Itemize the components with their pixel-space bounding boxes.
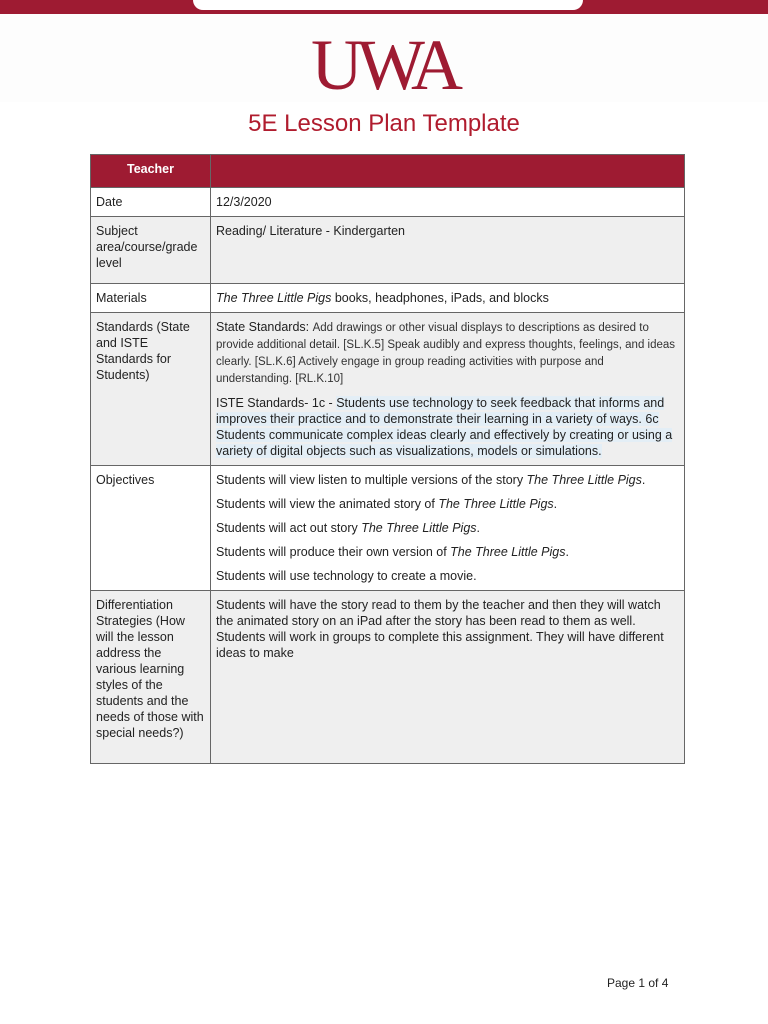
objective-punct: . [565,545,569,559]
standards-row [91,313,685,466]
teacher-value [211,155,685,188]
objective-punct: . [553,497,558,511]
top-banner [0,0,768,14]
iste-standards [216,395,679,459]
objectives-value [211,466,685,591]
subject-row [91,217,685,284]
top-banner-notch [193,0,583,10]
objective-book-title: The Three Little Pigs [450,545,566,559]
standards-label: Standards (State and ISTE Standards for Students) [91,313,211,466]
objective-item [216,496,679,512]
date-row [91,188,685,217]
state-standards-prefix: State Standards: [216,320,310,334]
objective-item [216,472,679,488]
teacher-label: Teacher [91,155,211,188]
objective-text: Students will view listen to multiple versions of the story [216,473,527,487]
objective-item [216,544,679,560]
subject-label: Subject area/course/grade level [91,217,211,284]
date-value: 12/3/2020 [211,188,685,217]
iste-standards-text: Students use technology to seek feedback that informs and improves their practice and to demonstrate their learning in a variety of ways. 6c Students communicate complex ideas clearly and effectively by creating or using a variety of digital objects such as visualizations, models or simulations. [216,396,673,458]
objective-item [216,520,679,536]
state-standards-text: Add drawings or other visual displays to descriptions as desired to provide additional detail. [SL.K.5] Speak audibly and express thoughts, feelings, and ideas clearly. [SL.K.6] Actively engage in group reading activities with purpose and understanding. [RL.K.10] [216,322,676,385]
standards-value [211,313,685,466]
objectives-row [91,466,685,591]
date-label: Date [91,188,211,217]
differentiation-row [91,591,685,764]
materials-book-title: The Three Little Pigs [216,291,332,305]
objective-text: Students will use technology to create a movie. [216,569,477,583]
objective-book-title: The Three Little Pigs [438,497,554,511]
objectives-label: Objectives [91,466,211,591]
materials-rest: books, headphones, iPads, and blocks [331,291,549,305]
objective-book-title: The Three Little Pigs [361,521,477,535]
materials-label: Materials [91,284,211,313]
materials-row [91,284,685,313]
page-number: Page 1 of 4 [607,976,669,990]
teacher-row [91,155,685,188]
differentiation-label: Differentiation Strategies (How will the lesson address the various learning styles of the students and the needs of those with special needs?) [91,591,211,764]
objective-text: Students will view the animated story of [216,497,439,511]
objective-punct: . [641,473,646,487]
page-title: 5E Lesson Plan Template [248,110,520,137]
differentiation-value: Students will have the story read to them by the teacher and then they will watch the animated story on an iPad after the story has been read to them as well. Students will work in groups to complete this assignment. They will have different ideas to make [211,591,685,764]
materials-value [211,284,685,313]
objective-text: Students will produce their own version of [216,545,451,559]
objective-text: Students will act out story [216,521,362,535]
objective-punct: . [476,521,481,535]
state-standards [216,319,679,387]
iste-standards-prefix: ISTE Standards- 1c - [216,396,337,410]
uwa-logo: UWA [311,25,457,105]
objective-item [216,568,679,584]
subject-value: Reading/ Literature - Kindergarten [211,217,685,284]
lesson-plan-table [90,154,685,764]
objective-book-title: The Three Little Pigs [526,473,642,487]
